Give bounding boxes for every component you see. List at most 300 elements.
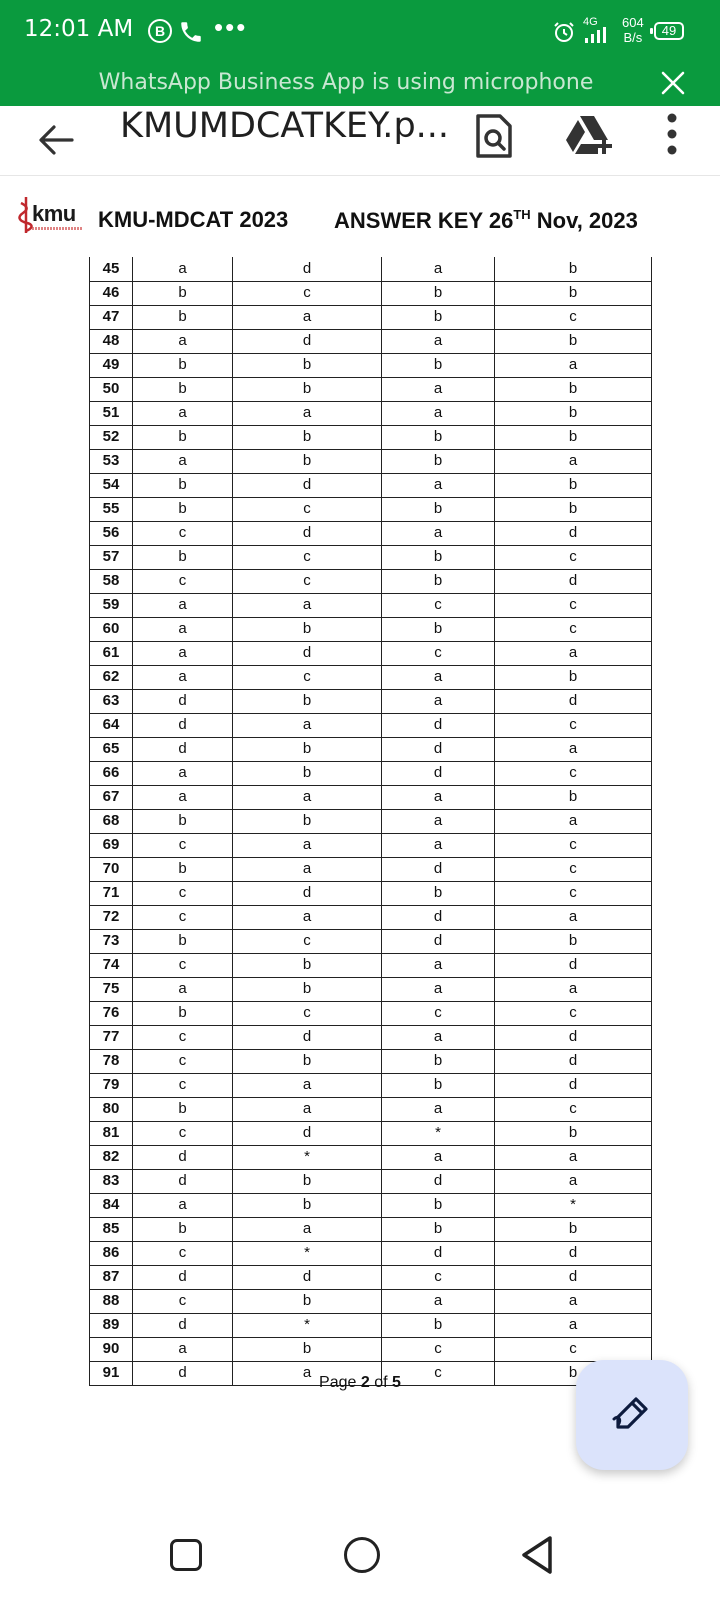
answer-cell: b (233, 1337, 382, 1361)
answer-cell: b (133, 425, 233, 449)
battery-icon: 49 (654, 22, 684, 40)
question-number: 83 (90, 1169, 133, 1193)
question-number: 54 (90, 473, 133, 497)
find-in-page-icon[interactable] (474, 114, 514, 158)
answer-cell: a (495, 449, 652, 473)
answer-cell: c (495, 1097, 652, 1121)
answer-cell: b (382, 881, 495, 905)
answer-cell: b (495, 1121, 652, 1145)
answer-cell: c (133, 521, 233, 545)
answer-cell: d (133, 1361, 233, 1385)
answer-cell: d (495, 521, 652, 545)
answer-cell: d (495, 1073, 652, 1097)
answer-cell: b (495, 257, 652, 281)
home-icon[interactable] (344, 1537, 380, 1573)
question-number: 72 (90, 905, 133, 929)
page-current: 2 (360, 1374, 370, 1391)
alarm-icon (552, 20, 576, 44)
app-bar (0, 106, 720, 176)
answer-cell: a (382, 833, 495, 857)
answer-cell: d (133, 1169, 233, 1193)
table-row (90, 1265, 652, 1289)
answer-key-prefix: ANSWER KEY 26 (334, 208, 514, 233)
answer-cell: c (495, 1337, 652, 1361)
question-number: 52 (90, 425, 133, 449)
answer-cell: c (495, 545, 652, 569)
kmu-logo-text: kmu (32, 201, 76, 226)
arrow-left-icon[interactable] (34, 118, 78, 162)
question-number: 57 (90, 545, 133, 569)
answer-cell: a (382, 1145, 495, 1169)
answer-cell: d (495, 1025, 652, 1049)
answer-cell: d (133, 713, 233, 737)
table-row (90, 641, 652, 665)
answer-cell: b (382, 545, 495, 569)
answer-cell: a (495, 1289, 652, 1313)
answer-cell: a (133, 785, 233, 809)
answer-cell: b (133, 353, 233, 377)
question-number: 56 (90, 521, 133, 545)
answer-cell: a (382, 977, 495, 1001)
question-number: 48 (90, 329, 133, 353)
table-row (90, 953, 652, 977)
table-row (90, 401, 652, 425)
banner-text: WhatsApp Business App is using microphone (98, 70, 594, 95)
table-row (90, 449, 652, 473)
question-number: 78 (90, 1049, 133, 1073)
answer-cell: c (495, 1001, 652, 1025)
answer-cell: d (233, 473, 382, 497)
question-number: 74 (90, 953, 133, 977)
answer-key-heading (334, 207, 638, 234)
answer-cell: d (233, 257, 382, 281)
answer-cell: a (382, 473, 495, 497)
exam-title: KMU-MDCAT 2023 (98, 207, 289, 232)
table-row (90, 857, 652, 881)
answer-cell: b (382, 1193, 495, 1217)
table-row (90, 521, 652, 545)
pdf-page[interactable] (0, 177, 720, 1517)
table-row (90, 281, 652, 305)
answer-cell: a (233, 1073, 382, 1097)
microphone-in-use-banner[interactable] (0, 62, 720, 106)
table-row (90, 617, 652, 641)
kmu-logo (18, 195, 82, 239)
answer-cell: b (382, 425, 495, 449)
answer-cell: a (133, 665, 233, 689)
question-number: 68 (90, 809, 133, 833)
table-row (90, 425, 652, 449)
answer-cell: a (233, 1097, 382, 1121)
answer-cell: c (133, 953, 233, 977)
question-number: 61 (90, 641, 133, 665)
question-number: 66 (90, 761, 133, 785)
answer-cell: a (382, 689, 495, 713)
answer-cell: d (133, 689, 233, 713)
answer-cell: d (382, 857, 495, 881)
answer-cell: b (233, 617, 382, 641)
answer-cell: b (382, 353, 495, 377)
question-number: 91 (90, 1361, 133, 1385)
answer-cell: b (233, 353, 382, 377)
answer-cell: d (133, 1145, 233, 1169)
question-number: 73 (90, 929, 133, 953)
question-number: 49 (90, 353, 133, 377)
answer-cell: b (495, 1361, 652, 1385)
answer-cell: * (233, 1145, 382, 1169)
network-speed (622, 15, 644, 45)
answer-cell: d (495, 569, 652, 593)
answer-cell: d (382, 905, 495, 929)
more-vert-icon[interactable] (662, 110, 682, 162)
answer-cell: d (495, 953, 652, 977)
answer-cell: c (495, 833, 652, 857)
table-row (90, 305, 652, 329)
question-number: 77 (90, 1025, 133, 1049)
answer-cell: c (233, 569, 382, 593)
annotate-button[interactable] (576, 1360, 688, 1470)
answer-cell: b (495, 497, 652, 521)
answer-cell: b (233, 977, 382, 1001)
table-row (90, 1289, 652, 1313)
table-row (90, 377, 652, 401)
answer-cell: b (133, 1097, 233, 1121)
status-bar (0, 0, 720, 62)
answer-cell: b (382, 617, 495, 641)
answer-cell: d (233, 641, 382, 665)
table-row (90, 329, 652, 353)
answer-cell: c (133, 1049, 233, 1073)
answer-cell: a (133, 593, 233, 617)
answer-cell: a (495, 737, 652, 761)
question-number: 59 (90, 593, 133, 617)
answer-cell: b (133, 281, 233, 305)
answer-cell: a (133, 401, 233, 425)
answer-cell: a (233, 713, 382, 737)
whatsapp-business-icon: B (148, 19, 172, 43)
answer-cell: a (233, 1217, 382, 1241)
answer-cell: b (233, 1289, 382, 1313)
answer-cell: b (133, 857, 233, 881)
table-row (90, 1169, 652, 1193)
answer-cell: a (133, 641, 233, 665)
close-icon[interactable] (658, 68, 688, 98)
answer-cell: d (382, 761, 495, 785)
answer-cell: a (495, 353, 652, 377)
answer-cell: a (133, 617, 233, 641)
answer-cell: d (495, 1265, 652, 1289)
question-number: 76 (90, 1001, 133, 1025)
answer-cell: b (495, 665, 652, 689)
answer-cell: d (382, 713, 495, 737)
question-number: 50 (90, 377, 133, 401)
answer-cell: * (233, 1313, 382, 1337)
question-number: 51 (90, 401, 133, 425)
table-row (90, 929, 652, 953)
table-row (90, 473, 652, 497)
answer-cell: c (495, 761, 652, 785)
answer-cell: a (133, 761, 233, 785)
question-number: 69 (90, 833, 133, 857)
table-row (90, 1217, 652, 1241)
answer-cell: c (233, 281, 382, 305)
signal-icon (585, 27, 607, 43)
answer-cell: b (382, 497, 495, 521)
question-number: 90 (90, 1337, 133, 1361)
answer-cell: * (382, 1121, 495, 1145)
table-row (90, 1241, 652, 1265)
answer-cell: a (382, 785, 495, 809)
answer-cell: b (233, 761, 382, 785)
answer-cell: a (495, 641, 652, 665)
answer-cell: a (382, 1289, 495, 1313)
speed-unit: B/s (623, 30, 643, 45)
answer-cell: b (233, 1193, 382, 1217)
answer-cell: d (233, 1265, 382, 1289)
answer-cell: b (233, 737, 382, 761)
question-number: 87 (90, 1265, 133, 1289)
answer-cell: c (382, 593, 495, 617)
question-number: 70 (90, 857, 133, 881)
question-number: 65 (90, 737, 133, 761)
answer-cell: d (495, 689, 652, 713)
system-nav-bar (0, 1517, 720, 1600)
answer-cell: b (382, 1313, 495, 1337)
question-number: 71 (90, 881, 133, 905)
table-row (90, 593, 652, 617)
more-notifications-icon: ••• (214, 12, 248, 42)
answer-cell: d (233, 881, 382, 905)
answer-cell: a (382, 401, 495, 425)
answer-cell: c (133, 881, 233, 905)
answer-cell: c (495, 305, 652, 329)
question-number: 62 (90, 665, 133, 689)
answer-cell: b (495, 281, 652, 305)
question-number: 82 (90, 1145, 133, 1169)
table-row (90, 689, 652, 713)
answer-cell: b (382, 1049, 495, 1073)
question-number: 89 (90, 1313, 133, 1337)
table-row (90, 665, 652, 689)
answer-cell: a (233, 593, 382, 617)
answer-cell: b (133, 1001, 233, 1025)
answer-cell: c (133, 1025, 233, 1049)
answer-cell: a (382, 377, 495, 401)
page-of: of (374, 1374, 388, 1391)
answer-cell: d (495, 1049, 652, 1073)
answer-cell: b (233, 809, 382, 833)
answer-cell: a (495, 905, 652, 929)
answer-cell: a (382, 953, 495, 977)
question-number: 79 (90, 1073, 133, 1097)
answer-cell: c (233, 1001, 382, 1025)
table-row (90, 569, 652, 593)
answer-cell: b (133, 1217, 233, 1241)
answer-cell: a (133, 329, 233, 353)
answer-cell: c (133, 1289, 233, 1313)
question-number: 84 (90, 1193, 133, 1217)
pen-edit-icon (610, 1393, 654, 1437)
answer-cell: a (133, 977, 233, 1001)
answer-cell: b (495, 929, 652, 953)
add-to-drive-icon[interactable] (566, 114, 616, 158)
table-row (90, 1097, 652, 1121)
answer-cell: b (382, 1217, 495, 1241)
table-row (90, 257, 652, 281)
answer-cell: a (382, 665, 495, 689)
answer-cell: c (233, 497, 382, 521)
answer-cell: a (495, 1145, 652, 1169)
table-row (90, 1313, 652, 1337)
answer-cell: b (133, 545, 233, 569)
answer-cell: c (495, 593, 652, 617)
question-number: 86 (90, 1241, 133, 1265)
answer-cell: c (133, 1073, 233, 1097)
answer-cell: d (382, 929, 495, 953)
table-row (90, 1025, 652, 1049)
page-total: 5 (392, 1374, 401, 1391)
answer-cell: a (233, 401, 382, 425)
table-row (90, 353, 652, 377)
answer-cell: d (133, 1313, 233, 1337)
answer-cell: c (382, 641, 495, 665)
answer-cell: d (495, 1241, 652, 1265)
table-row (90, 497, 652, 521)
answer-cell: a (495, 977, 652, 1001)
table-row (90, 905, 652, 929)
answer-cell: b (233, 377, 382, 401)
answer-cell: b (495, 377, 652, 401)
table-row (90, 545, 652, 569)
answer-cell: b (133, 305, 233, 329)
answer-cell: b (133, 497, 233, 521)
answer-cell: c (495, 857, 652, 881)
answer-cell: b (495, 425, 652, 449)
answer-cell: b (382, 1073, 495, 1097)
nav-back-icon[interactable] (520, 1535, 554, 1575)
answer-cell: c (133, 1241, 233, 1265)
table-row (90, 761, 652, 785)
answer-cell: c (382, 1337, 495, 1361)
answer-cell: a (495, 1313, 652, 1337)
answer-cell: d (233, 521, 382, 545)
phone-call-icon (178, 19, 204, 45)
table-row (90, 809, 652, 833)
answer-key-table (89, 257, 652, 1386)
recents-icon[interactable] (170, 1539, 202, 1571)
question-number: 53 (90, 449, 133, 473)
answer-cell: a (233, 833, 382, 857)
answer-cell: b (495, 473, 652, 497)
answer-cell: b (133, 929, 233, 953)
table-row (90, 1121, 652, 1145)
answer-cell: a (133, 1193, 233, 1217)
answer-key-sup: TH (513, 207, 531, 222)
answer-cell: a (233, 857, 382, 881)
document-title: KMUMDCATKEY.p... (120, 106, 450, 146)
table-row (90, 833, 652, 857)
question-number: 64 (90, 713, 133, 737)
speed-value: 604 (622, 15, 644, 30)
answer-cell: b (133, 809, 233, 833)
answer-cell: a (382, 521, 495, 545)
page-label: Page (319, 1374, 357, 1391)
answer-cell: c (495, 617, 652, 641)
table-row (90, 881, 652, 905)
question-number: 75 (90, 977, 133, 1001)
answer-cell: * (495, 1193, 652, 1217)
answer-cell: d (382, 1241, 495, 1265)
answer-cell: c (495, 713, 652, 737)
question-number: 81 (90, 1121, 133, 1145)
answer-cell: c (233, 545, 382, 569)
answer-cell: a (233, 785, 382, 809)
answer-cell: b (133, 377, 233, 401)
table-row (90, 737, 652, 761)
answer-cell: c (233, 929, 382, 953)
answer-cell: a (133, 1337, 233, 1361)
answer-cell: d (382, 1169, 495, 1193)
answer-cell: b (382, 281, 495, 305)
status-time: 12:01 AM (24, 16, 134, 42)
table-row (90, 713, 652, 737)
answer-cell: d (233, 1025, 382, 1049)
answer-cell: a (233, 1361, 382, 1385)
table-row (90, 1049, 652, 1073)
answer-cell: a (233, 305, 382, 329)
question-number: 67 (90, 785, 133, 809)
answer-cell: b (133, 473, 233, 497)
answer-cell: c (382, 1265, 495, 1289)
answer-cell: a (382, 809, 495, 833)
answer-cell: b (233, 953, 382, 977)
table-row (90, 785, 652, 809)
question-number: 88 (90, 1289, 133, 1313)
question-number: 85 (90, 1217, 133, 1241)
answer-cell: a (382, 1025, 495, 1049)
answer-cell: a (133, 257, 233, 281)
answer-cell: b (233, 425, 382, 449)
answer-cell: d (233, 329, 382, 353)
table-row (90, 1193, 652, 1217)
answer-cell: c (233, 665, 382, 689)
answer-cell: b (495, 785, 652, 809)
answer-cell: b (382, 305, 495, 329)
answer-cell: c (382, 1361, 495, 1385)
table-row (90, 1073, 652, 1097)
table-row (90, 977, 652, 1001)
question-number: 46 (90, 281, 133, 305)
answer-cell: b (495, 401, 652, 425)
question-number: 80 (90, 1097, 133, 1121)
answer-cell: c (495, 881, 652, 905)
question-number: 58 (90, 569, 133, 593)
question-number: 60 (90, 617, 133, 641)
answer-cell: a (382, 257, 495, 281)
answer-cell: c (133, 569, 233, 593)
answer-key-suffix: Nov, 2023 (530, 208, 638, 233)
answer-cell: a (495, 1169, 652, 1193)
answer-cell: a (382, 329, 495, 353)
answer-cell: c (133, 905, 233, 929)
answer-cell: b (382, 449, 495, 473)
question-number: 63 (90, 689, 133, 713)
answer-cell: d (382, 737, 495, 761)
table-row (90, 1145, 652, 1169)
logo-subtitle-line (32, 227, 82, 230)
answer-cell: c (382, 1001, 495, 1025)
answer-cell: b (495, 1217, 652, 1241)
